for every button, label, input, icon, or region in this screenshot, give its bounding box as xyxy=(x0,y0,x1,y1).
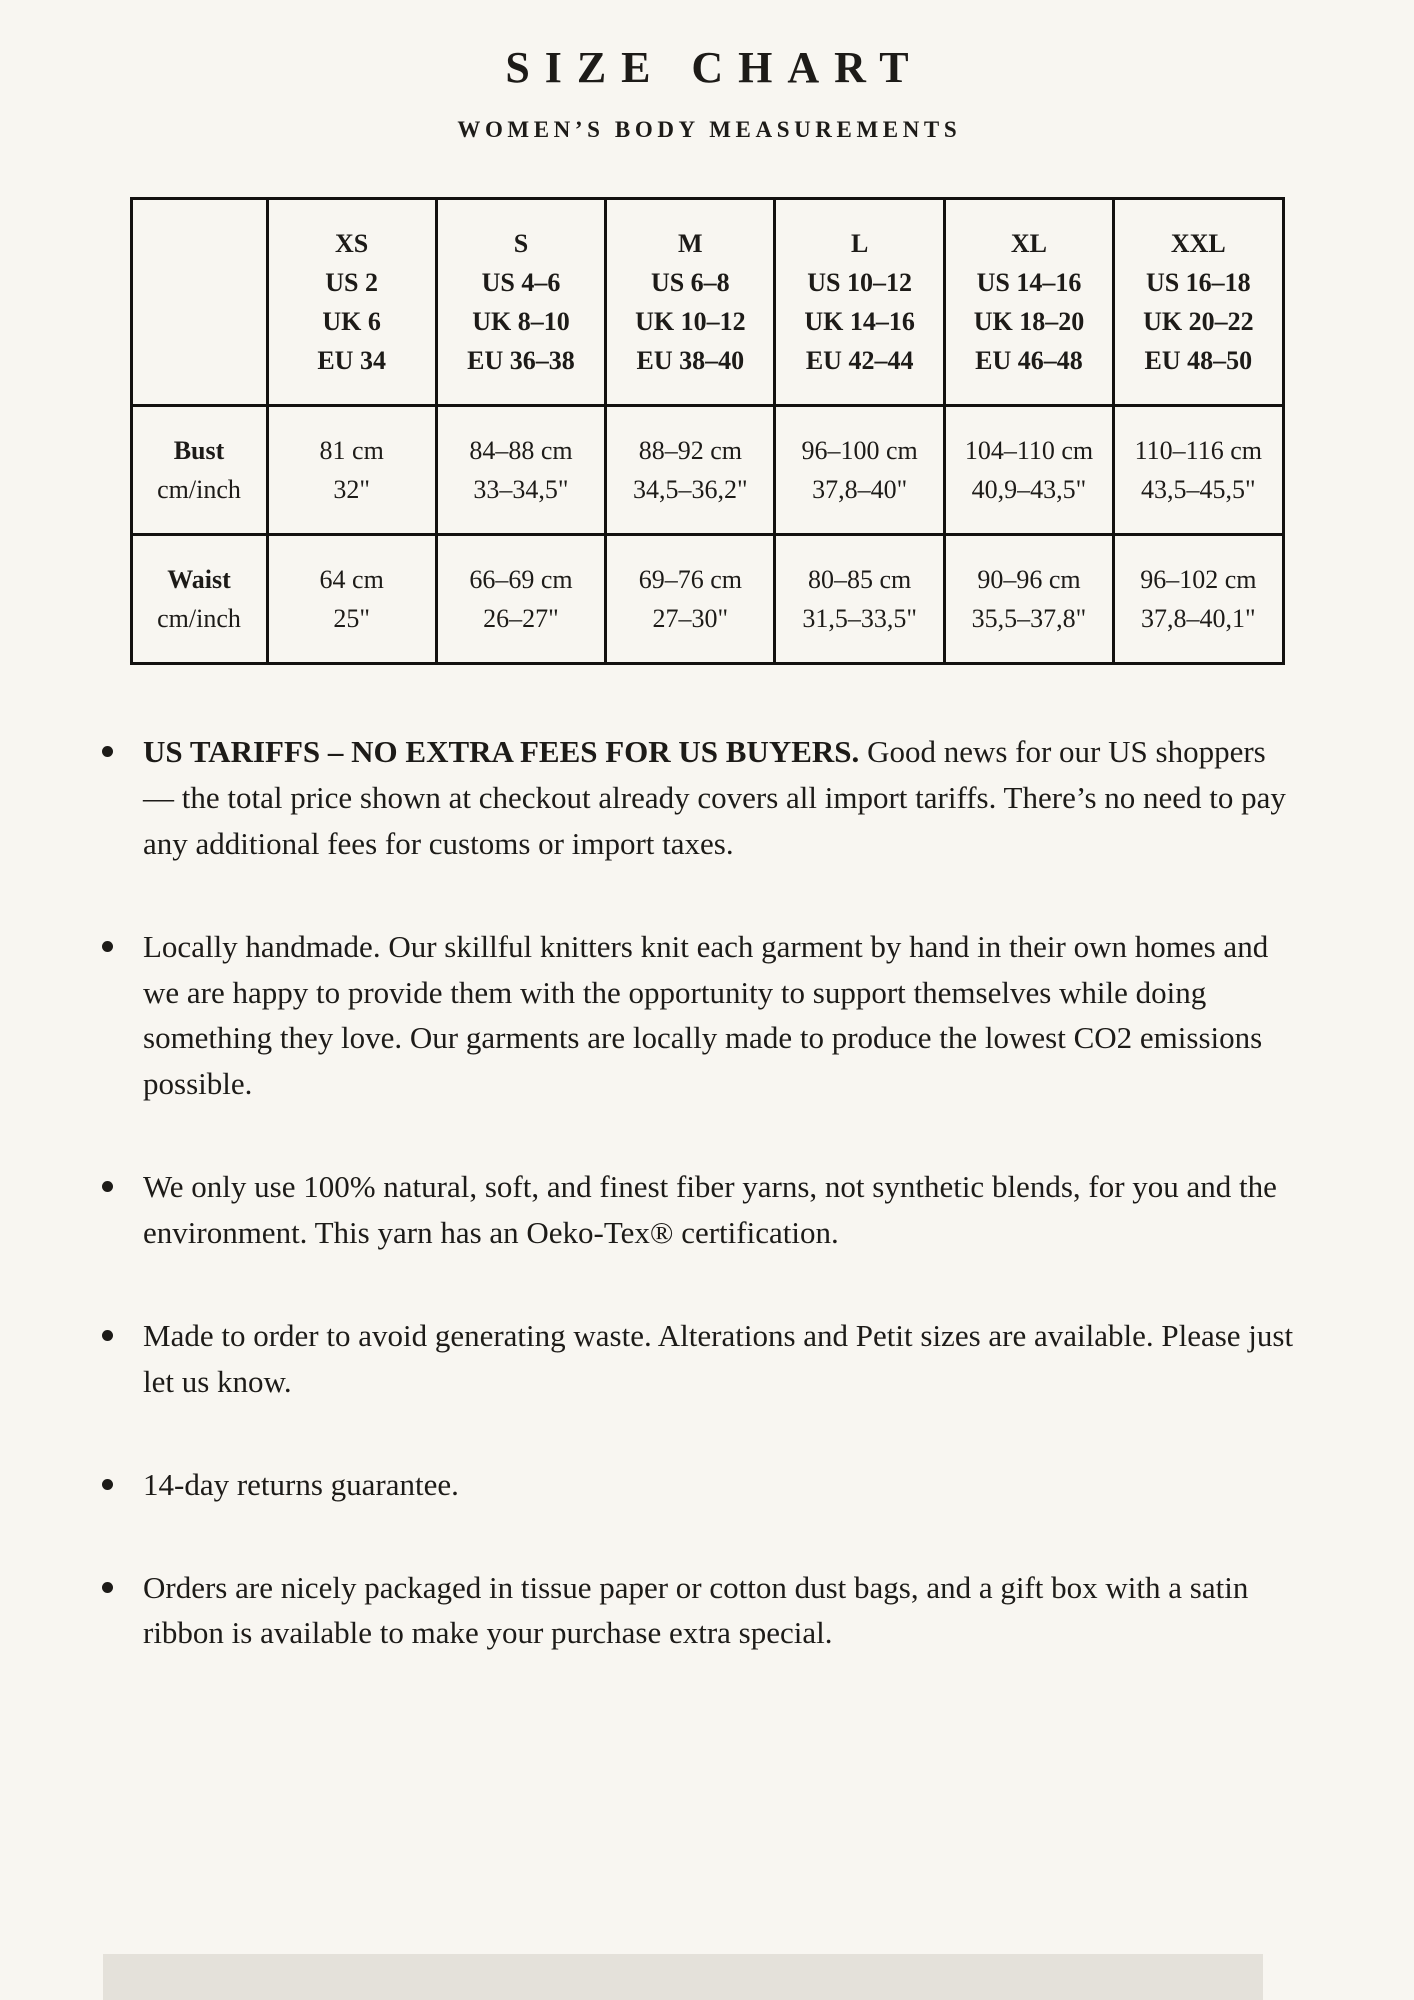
list-item-returns-guarantee xyxy=(96,1462,1304,1508)
column-header-xs xyxy=(267,199,436,406)
list-item-text: Good news for our US shoppers — the total price shown at checkout already covers all import tariffs. There’s no need to pay any additional fees for customs or import taxes. xyxy=(143,734,1286,861)
size-table xyxy=(130,197,1285,665)
inch-value: 37,8–40,1" xyxy=(1141,604,1256,633)
row-unit: cm/inch xyxy=(157,604,241,633)
cm-value: 90–96 cm xyxy=(977,565,1081,594)
waist-value-xs xyxy=(267,535,436,664)
inch-value: 32" xyxy=(333,475,370,504)
eu-size: EU 46–48 xyxy=(975,346,1083,375)
uk-size: UK 14–16 xyxy=(804,307,915,336)
inch-value: 40,9–43,5" xyxy=(971,475,1087,504)
list-item-natural-yarns xyxy=(96,1164,1304,1256)
list-item-us-tariffs xyxy=(96,729,1304,867)
size-label: S xyxy=(513,229,529,258)
uk-size: UK 8–10 xyxy=(472,307,570,336)
cm-value: 110–116 cm xyxy=(1134,436,1262,465)
column-header-xl xyxy=(944,199,1113,406)
inch-value: 35,5–37,8" xyxy=(971,604,1087,633)
list-item-text: 14-day returns guarantee. xyxy=(143,1466,459,1502)
row-header-waist xyxy=(131,535,267,664)
size-table-corner-cell xyxy=(131,199,267,406)
page-title: SIZE CHART xyxy=(505,43,924,92)
cm-value: 64 cm xyxy=(319,565,384,594)
cm-value: 96–100 cm xyxy=(801,436,918,465)
us-size: US 10–12 xyxy=(807,268,913,297)
column-header-m xyxy=(606,199,775,406)
eu-size: EU 42–44 xyxy=(805,346,914,375)
row-label: Bust xyxy=(173,436,225,465)
list-item-made-to-order xyxy=(96,1313,1304,1405)
list-item-text: We only use 100% natural, soft, and finest fiber yarns, not synthetic blends, for you and the environment. This yarn has an Oeko-Tex® certification. xyxy=(143,1169,1277,1250)
bust-value-xl xyxy=(944,406,1113,535)
page-subtitle: WOMEN’S BODY MEASUREMENTS xyxy=(457,117,962,142)
waist-value-m xyxy=(606,535,775,664)
inch-value: 34,5–36,2" xyxy=(633,475,748,504)
column-header-xxl xyxy=(1114,199,1283,406)
waist-value-l xyxy=(775,535,944,664)
inch-value: 43,5–45,5" xyxy=(1141,475,1256,504)
bottom-bar xyxy=(103,1954,1263,2000)
inch-value: 27–30" xyxy=(652,604,729,633)
us-size: US 16–18 xyxy=(1145,268,1251,297)
cm-value: 84–88 cm xyxy=(469,436,573,465)
us-size: US 4–6 xyxy=(481,268,561,297)
inch-value: 31,5–33,5" xyxy=(802,604,917,633)
cm-value: 104–110 cm xyxy=(964,436,1094,465)
list-item-text: Made to order to avoid generating waste. Alterations and Petit sizes are available. Please just let us know. xyxy=(143,1317,1294,1399)
row-unit: cm/inch xyxy=(157,475,241,504)
uk-size: UK 20–22 xyxy=(1143,307,1254,336)
size-label: XXL xyxy=(1170,229,1226,258)
size-label: M xyxy=(678,229,703,258)
bust-value-s xyxy=(436,406,605,535)
bust-value-xxl xyxy=(1114,406,1283,535)
us-size: US 14–16 xyxy=(976,268,1082,297)
waist-value-xl xyxy=(944,535,1113,664)
column-header-l xyxy=(775,199,944,406)
uk-size: UK 10–12 xyxy=(635,307,746,336)
eu-size: EU 34 xyxy=(317,346,386,375)
uk-size: UK 6 xyxy=(322,307,381,336)
eu-size: EU 38–40 xyxy=(636,346,745,375)
cm-value: 66–69 cm xyxy=(469,565,573,594)
us-size: US 2 xyxy=(325,268,379,297)
inch-value: 37,8–40" xyxy=(812,475,908,504)
size-label: L xyxy=(850,229,869,258)
size-table-header-row xyxy=(131,199,1283,406)
row-label: Waist xyxy=(167,565,231,594)
uk-size: UK 18–20 xyxy=(973,307,1085,336)
row-header-bust xyxy=(131,406,267,535)
list-item-locally-handmade xyxy=(96,924,1304,1108)
cm-value: 88–92 cm xyxy=(638,436,742,465)
column-header-s xyxy=(436,199,605,406)
size-label: XL xyxy=(1010,229,1048,258)
inch-value: 26–27" xyxy=(483,604,559,633)
bust-value-xs xyxy=(267,406,436,535)
waist-value-xxl xyxy=(1114,535,1283,664)
list-item-packaging xyxy=(96,1565,1304,1657)
inch-value: 25" xyxy=(333,604,370,633)
cm-value: 96–102 cm xyxy=(1140,565,1257,594)
bust-value-m xyxy=(606,406,775,535)
table-row-waist xyxy=(131,535,1283,664)
inch-value: 33–34,5" xyxy=(473,475,569,504)
info-list xyxy=(96,729,1304,1656)
list-item-text: Locally handmade. Our skillful knitters knit each garment by hand in their own homes and we are happy to provide them with the opportunity to support themselves while doing something they love. Our garments are locally made to produce the lowest CO2 emissions possible. xyxy=(143,928,1269,1102)
eu-size: EU 36–38 xyxy=(467,346,575,375)
list-item-text: Orders are nicely packaged in tissue paper or cotton dust bags, and a gift box with a satin ribbon is available to make your purchase extra special. xyxy=(143,1569,1249,1651)
cm-value: 81 cm xyxy=(319,436,384,465)
bust-value-l xyxy=(775,406,944,535)
eu-size: EU 48–50 xyxy=(1144,346,1253,375)
waist-value-s xyxy=(436,535,605,664)
cm-value: 80–85 cm xyxy=(808,565,912,594)
list-item-lead-text: US TARIFFS – NO EXTRA FEES FOR US BUYERS. xyxy=(143,734,860,769)
cm-value: 69–76 cm xyxy=(638,565,742,594)
size-label: XS xyxy=(335,229,369,258)
table-row-bust xyxy=(131,406,1283,535)
us-size: US 6–8 xyxy=(650,268,730,297)
